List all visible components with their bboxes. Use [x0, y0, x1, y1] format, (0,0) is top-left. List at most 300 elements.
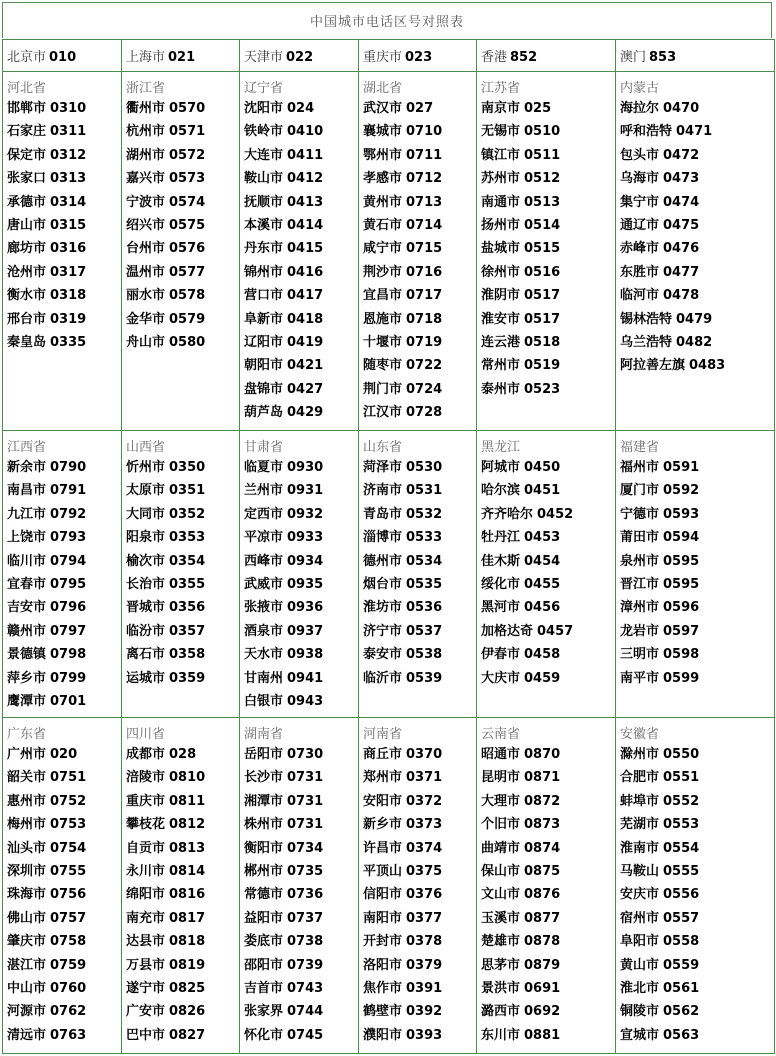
city-entry — [7, 743, 121, 766]
city-code: 0796 — [50, 600, 87, 616]
area-code-document — [2, 2, 774, 1054]
city-code: 0554 — [663, 840, 700, 856]
city-name: 武汉市 — [363, 101, 403, 116]
city-entry — [7, 479, 121, 502]
city-name: 岳阳市 — [244, 747, 284, 762]
city-name: 盐城市 — [481, 241, 521, 257]
city-name: 个旧市 — [481, 817, 521, 833]
province-cell-content — [363, 431, 476, 692]
city-code: 0421 — [287, 358, 324, 374]
province-name: 内蒙古 — [620, 81, 660, 96]
city-name: 南昌市 — [7, 483, 47, 499]
city-name: 阳泉市 — [126, 530, 166, 546]
city-code: 0881 — [524, 1027, 561, 1043]
city-name: 南平市 — [620, 670, 660, 686]
city-code: 0731 — [287, 770, 324, 786]
city-entry — [620, 1024, 774, 1047]
city-entry — [7, 860, 121, 883]
city-code: 0717 — [406, 288, 443, 304]
city-name: 许昌市 — [363, 840, 403, 856]
city-code: 0736 — [287, 887, 324, 903]
city-name: 巴中市 — [126, 1027, 166, 1043]
city-name: 中山市 — [7, 980, 47, 996]
city-code: 0692 — [524, 1004, 561, 1020]
city-entry — [244, 456, 358, 479]
city-code: 0562 — [663, 1004, 700, 1020]
city-name: 马鞍山 — [620, 863, 660, 879]
city-name: 九江市 — [7, 506, 47, 522]
city-entry — [481, 237, 615, 260]
province-name: 山西省 — [126, 440, 166, 455]
city-entry — [363, 144, 476, 167]
city-name: 鄂州市 — [363, 147, 403, 163]
province-name: 山东省 — [363, 440, 403, 455]
city-code: 0580 — [169, 334, 206, 350]
city-name: 曲靖市 — [481, 840, 521, 856]
city-entry — [244, 144, 358, 167]
city-code: 0735 — [287, 863, 324, 879]
city-entry — [481, 860, 615, 883]
city-code: 0877 — [524, 910, 561, 926]
city-name: 铜陵市 — [620, 1004, 660, 1020]
city-code: 0515 — [524, 241, 561, 257]
city-entry — [126, 883, 239, 906]
city-code: 0724 — [406, 381, 443, 397]
city-code: 0478 — [663, 288, 700, 304]
city-name: 济宁市 — [363, 623, 403, 639]
city-entry — [244, 790, 358, 813]
city-code: 0575 — [169, 217, 206, 233]
city-code: 0411 — [287, 147, 324, 163]
province-cell-content — [126, 718, 239, 1049]
city-code: 0570 — [169, 101, 206, 116]
city-code: 0737 — [287, 910, 324, 926]
city-code: 0878 — [524, 934, 561, 950]
city-entry — [620, 261, 774, 284]
city-name: 南通市 — [481, 194, 521, 210]
city-code: 0811 — [169, 793, 206, 809]
city-name: 文山市 — [481, 887, 521, 903]
city-code: 0935 — [287, 576, 324, 592]
province-cell-content — [244, 718, 358, 1049]
city-entry — [363, 620, 476, 643]
city-name: 无锡市 — [481, 124, 521, 140]
city-name: 张家界 — [244, 1004, 284, 1020]
city-name: 新余市 — [7, 460, 47, 475]
city-entry — [620, 813, 774, 836]
city-name: 南京市 — [481, 101, 521, 116]
city-entry — [244, 930, 358, 953]
city-entry — [7, 237, 121, 260]
city-entry — [244, 743, 358, 766]
city-entry — [481, 378, 615, 401]
city-entry — [363, 596, 476, 619]
city-code: 0879 — [524, 957, 561, 973]
city-name: 酒泉市 — [244, 623, 284, 639]
city-entry — [7, 261, 121, 284]
city-name: 景洪市 — [481, 980, 521, 996]
city-name: 衢州市 — [126, 101, 166, 116]
city-name: 济南市 — [363, 483, 403, 499]
city-name: 铁岭市 — [244, 124, 284, 140]
city-entry — [363, 354, 476, 377]
city-name: 辽阳市 — [244, 334, 284, 350]
city-name: 荆门市 — [363, 381, 403, 397]
city-code: 0450 — [524, 460, 561, 475]
city-entry — [244, 331, 358, 354]
city-code: 0763 — [50, 1027, 87, 1043]
city-entry — [126, 954, 239, 977]
city-name: 平凉市 — [244, 530, 284, 546]
city-code: 0473 — [663, 171, 700, 187]
city-code: 0412 — [287, 171, 324, 187]
city-code: 0358 — [169, 647, 206, 663]
city-name: 忻州市 — [126, 460, 166, 475]
city-code: 0451 — [524, 483, 561, 499]
city-entry — [7, 308, 121, 331]
province-cell-content — [620, 431, 774, 692]
city-name: 荆沙市 — [363, 264, 403, 280]
city-name: 芜湖市 — [620, 817, 660, 833]
city-entry — [363, 401, 476, 424]
city-entry — [7, 596, 121, 619]
city-code: 0719 — [406, 334, 443, 350]
city-code: 0377 — [406, 910, 443, 926]
city-code: 0427 — [287, 381, 324, 397]
city-entry — [126, 837, 239, 860]
province-cell-content — [244, 72, 358, 426]
city-entry — [481, 620, 615, 643]
city-name: 恩施市 — [363, 311, 403, 327]
city-code: 0734 — [287, 840, 324, 856]
city-entry — [244, 977, 358, 1000]
city-entry — [244, 620, 358, 643]
city-name: 湖州市 — [126, 147, 166, 163]
city-name: 沈阳市 — [244, 101, 284, 116]
city-code: 0739 — [287, 957, 324, 973]
city-code: 0873 — [524, 817, 561, 833]
city-name: 株州市 — [244, 817, 284, 833]
city-entry — [481, 1024, 615, 1047]
city-entry — [481, 790, 615, 813]
city-name: 鞍山市 — [244, 171, 284, 187]
city-name: 景德镇 — [7, 647, 47, 663]
city-entry — [620, 354, 774, 377]
city-name: 泰州市 — [481, 381, 521, 397]
city-entry — [7, 1024, 121, 1047]
city-entry — [363, 237, 476, 260]
province-cell — [359, 718, 477, 1054]
city-code: 0413 — [287, 194, 324, 210]
city-name: 怀化市 — [244, 1027, 284, 1043]
city-name: 宜昌市 — [363, 288, 403, 304]
city-name: 龙岩市 — [620, 623, 660, 639]
city-code: 0593 — [663, 506, 700, 522]
city-code: 0419 — [287, 334, 324, 350]
city-code: 0875 — [524, 863, 561, 879]
city-code: 0722 — [406, 358, 443, 374]
city-code: 0470 — [663, 101, 700, 116]
city-code: 0530 — [406, 460, 443, 475]
city-name: 大连市 — [244, 147, 284, 163]
city-code: 0712 — [406, 171, 443, 187]
city-name: 开封市 — [363, 934, 403, 950]
city-name: 泉州市 — [620, 553, 660, 569]
city-code: 0536 — [406, 600, 443, 616]
city-entry — [620, 479, 774, 502]
city-entry — [620, 743, 774, 766]
city-code: 0816 — [169, 887, 206, 903]
province-cell — [122, 72, 240, 431]
city-name: 甘南州 — [244, 670, 284, 686]
city-code: 0317 — [50, 264, 87, 280]
city-name: 益阳市 — [244, 910, 284, 926]
city-name: 黄石市 — [363, 217, 403, 233]
city-code: 0941 — [287, 670, 324, 686]
city-name: 石家庄 — [7, 124, 47, 140]
city-entry — [7, 766, 121, 789]
city-code: 0557 — [663, 910, 700, 926]
city-entry — [7, 573, 121, 596]
city-entry — [244, 690, 358, 713]
city-code: 0819 — [169, 957, 206, 973]
city-code: 0810 — [169, 770, 206, 786]
city-name: 自贡市 — [126, 840, 166, 856]
city-entry — [126, 456, 239, 479]
city-entry — [481, 573, 615, 596]
city-code: 0591 — [663, 460, 700, 475]
city-name: 镇江市 — [481, 147, 521, 163]
city-entry — [363, 907, 476, 930]
province-row — [3, 718, 775, 1054]
province-name: 黑龙江 — [481, 440, 521, 455]
city-name: 蚌埠市 — [620, 793, 660, 809]
city-code: 0817 — [169, 910, 206, 926]
city-code: 0932 — [287, 506, 324, 522]
city-name: 汕头市 — [7, 840, 47, 856]
city-name: 太原市 — [126, 483, 166, 499]
city-name: 淄博市 — [363, 530, 403, 546]
city-name: 哈尔滨 — [481, 483, 521, 499]
city-code: 0753 — [50, 817, 87, 833]
city-name: 信阳市 — [363, 887, 403, 903]
city-entry — [244, 954, 358, 977]
city-name: 玉溪市 — [481, 910, 521, 926]
city-entry — [620, 596, 774, 619]
city-code: 0599 — [663, 670, 700, 686]
city-code: 0713 — [406, 194, 443, 210]
city-code: 0475 — [663, 217, 700, 233]
city-name: 鹤壁市 — [363, 1004, 403, 1020]
city-name: 韶关市 — [7, 770, 47, 786]
city-name: 张家口 — [7, 171, 47, 187]
municipality-code: 010 — [49, 50, 77, 65]
city-name: 珠海市 — [7, 887, 47, 903]
city-name: 武威市 — [244, 576, 284, 592]
province-name: 湖北省 — [363, 81, 403, 96]
province-name: 福建省 — [620, 440, 660, 455]
area-code-table — [2, 39, 775, 1054]
city-code: 0354 — [169, 553, 206, 569]
city-entry — [363, 167, 476, 190]
city-name: 青岛市 — [363, 506, 403, 522]
city-entry — [244, 191, 358, 214]
city-code: 0827 — [169, 1027, 206, 1043]
city-name: 长沙市 — [244, 770, 284, 786]
city-name: 南阳市 — [363, 910, 403, 926]
city-name: 黄州市 — [363, 194, 403, 210]
city-code: 0335 — [50, 334, 87, 350]
city-name: 东川市 — [481, 1027, 521, 1043]
city-code: 0691 — [524, 980, 561, 996]
city-code: 0459 — [524, 670, 561, 686]
city-code: 0378 — [406, 934, 443, 950]
city-code: 0514 — [524, 217, 561, 233]
city-name: 昭通市 — [481, 747, 521, 762]
city-code: 0379 — [406, 957, 443, 973]
city-entry — [620, 120, 774, 143]
province-cell — [477, 718, 616, 1054]
city-name: 牡丹江 — [481, 530, 521, 546]
city-code: 0814 — [169, 863, 206, 879]
city-code: 0310 — [50, 101, 87, 116]
city-code: 0728 — [406, 405, 443, 421]
city-name: 肇庆市 — [7, 934, 47, 950]
city-name: 阜新市 — [244, 311, 284, 327]
city-entry — [363, 1000, 476, 1023]
city-code: 0532 — [406, 506, 443, 522]
city-code: 027 — [406, 101, 434, 116]
city-code: 0350 — [169, 460, 206, 475]
city-name: 安庆市 — [620, 887, 660, 903]
city-entry — [481, 526, 615, 549]
city-code: 0477 — [663, 264, 700, 280]
city-entry — [481, 97, 615, 120]
city-name: 呼和浩特 — [620, 124, 673, 140]
province-cell — [477, 72, 616, 431]
province-cell — [122, 431, 240, 718]
city-entry — [481, 144, 615, 167]
city-entry — [481, 503, 615, 526]
city-code: 0754 — [50, 840, 87, 856]
city-entry — [481, 550, 615, 573]
municipality-row — [3, 40, 775, 72]
city-name: 重庆市 — [126, 793, 166, 809]
city-entry — [126, 643, 239, 666]
province-name: 江西省 — [7, 440, 47, 455]
city-code: 0316 — [50, 241, 87, 257]
city-entry — [620, 308, 774, 331]
city-code: 0731 — [287, 817, 324, 833]
city-code: 0738 — [287, 934, 324, 950]
city-name: 咸宁市 — [363, 241, 403, 257]
city-code: 0375 — [406, 863, 443, 879]
city-code: 0577 — [169, 264, 206, 280]
table-body — [3, 40, 775, 1054]
city-code: 0595 — [663, 576, 700, 592]
municipality-name: 重庆市 — [363, 50, 403, 65]
city-entry — [363, 456, 476, 479]
city-name: 泰安市 — [363, 647, 403, 663]
city-entry — [244, 214, 358, 237]
city-name: 朝阳市 — [244, 358, 284, 374]
city-name: 淮南市 — [620, 840, 660, 856]
municipality-code: 022 — [286, 50, 314, 65]
city-entry — [620, 191, 774, 214]
city-code: 0355 — [169, 576, 206, 592]
city-entry — [126, 907, 239, 930]
city-code: 024 — [287, 101, 315, 116]
city-code: 0756 — [50, 887, 87, 903]
city-name: 黑河市 — [481, 600, 521, 616]
city-code: 0313 — [50, 171, 87, 187]
city-code: 0559 — [663, 957, 700, 973]
city-name: 梅州市 — [7, 817, 47, 833]
city-code: 0455 — [524, 576, 561, 592]
province-cell-content — [363, 72, 476, 426]
city-entry — [7, 813, 121, 836]
city-entry — [244, 1000, 358, 1023]
municipality-code: 021 — [168, 50, 196, 65]
city-entry — [7, 643, 121, 666]
city-entry — [363, 308, 476, 331]
province-cell-content — [620, 72, 774, 380]
city-code: 0482 — [676, 334, 713, 350]
municipality-cell — [477, 40, 616, 72]
city-code: 0312 — [50, 147, 87, 163]
city-entry — [481, 743, 615, 766]
city-name: 娄底市 — [244, 934, 284, 950]
city-entry — [481, 479, 615, 502]
city-entry — [7, 883, 121, 906]
city-code: 0556 — [663, 887, 700, 903]
city-entry — [244, 261, 358, 284]
province-cell — [122, 718, 240, 1054]
city-name: 淮北市 — [620, 980, 660, 996]
city-name: 漳州市 — [620, 600, 660, 616]
city-name: 晋江市 — [620, 576, 660, 592]
city-entry — [244, 766, 358, 789]
city-code: 0744 — [287, 1004, 324, 1020]
city-name: 南充市 — [126, 910, 166, 926]
city-entry — [363, 573, 476, 596]
city-name: 洛阳市 — [363, 957, 403, 973]
province-cell-content — [244, 431, 358, 715]
city-entry — [126, 596, 239, 619]
city-entry — [363, 954, 476, 977]
city-name: 东胜市 — [620, 264, 660, 280]
city-name: 郑州市 — [363, 770, 403, 786]
city-name: 锦州市 — [244, 264, 284, 280]
city-entry — [363, 378, 476, 401]
city-code: 0797 — [50, 623, 87, 639]
city-name: 广州市 — [7, 747, 47, 762]
city-code: 028 — [169, 747, 197, 762]
city-name: 舟山市 — [126, 334, 166, 350]
city-code: 0414 — [287, 217, 324, 233]
municipality-name: 上海市 — [126, 50, 166, 65]
city-code: 0931 — [287, 483, 324, 499]
province-row — [3, 72, 775, 431]
city-entry — [481, 261, 615, 284]
city-name: 嘉兴市 — [126, 171, 166, 187]
city-code: 0476 — [663, 241, 700, 257]
city-code: 0826 — [169, 1004, 206, 1020]
city-entry — [244, 526, 358, 549]
city-name: 宣城市 — [620, 1027, 660, 1043]
city-code: 0752 — [50, 793, 87, 809]
city-entry — [7, 120, 121, 143]
